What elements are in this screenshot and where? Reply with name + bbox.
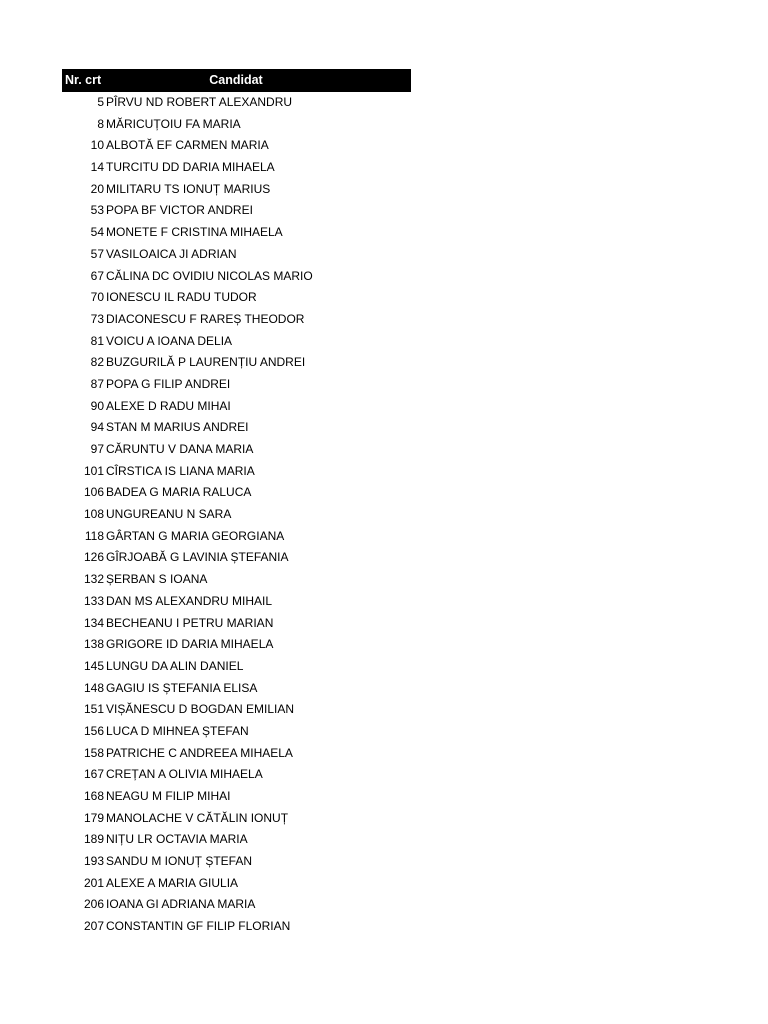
table-row: [62, 851, 411, 873]
candidate-name: CÎRSTICA IS LIANA MARIA: [106, 463, 255, 478]
candidate-name: GÎRJOABĂ G LAVINIA ȘTEFANIA: [106, 550, 289, 565]
row-number: 207: [83, 919, 104, 934]
table-row: [62, 200, 411, 222]
table-row: [62, 135, 411, 157]
row-number: 151: [83, 702, 104, 717]
candidate-name: SANDU M IONUȚ ȘTEFAN: [106, 854, 253, 869]
row-number: 87: [90, 376, 104, 391]
row-number: 148: [83, 680, 104, 695]
row-number: 67: [90, 268, 104, 283]
candidate-name: IONESCU IL RADU TUDOR: [106, 290, 257, 305]
candidate-name: CREȚAN A OLIVIA MIHAELA: [106, 767, 263, 782]
table-row: [62, 916, 411, 938]
row-number: 101: [83, 463, 104, 478]
row-number: 132: [83, 572, 104, 587]
table-row: [62, 526, 411, 548]
candidate-name: MONETE F CRISTINA MIHAELA: [106, 225, 283, 240]
candidate-name: MANOLACHE V CĂTĂLIN IONUȚ: [106, 810, 289, 825]
row-number: 90: [90, 398, 104, 413]
row-number: 179: [83, 810, 104, 825]
candidate-name: VOICU A IOANA DELIA: [106, 333, 233, 348]
table-body: [62, 92, 411, 938]
header-nr-crt: Nr. crt: [65, 73, 102, 87]
table-row: [62, 678, 411, 700]
candidate-name: MILITARU TS IONUȚ MARIUS: [106, 181, 271, 196]
table-row: [62, 309, 411, 331]
candidate-name: BADEA G MARIA RALUCA: [106, 485, 252, 500]
row-number: 167: [83, 767, 104, 782]
table-row: [62, 743, 411, 765]
candidate-name: PÎRVU ND ROBERT ALEXANDRU: [106, 95, 293, 109]
candidate-name: CONSTANTIN GF FILIP FLORIAN: [106, 919, 291, 934]
candidate-name: BUZGURILĂ P LAURENȚIU ANDREI: [106, 355, 306, 370]
candidate-name: MĂRICUȚOIU FA MARIA: [106, 116, 241, 131]
candidate-name: POPA G FILIP ANDREI: [106, 376, 231, 391]
candidate-name: TURCITU DD DARIA MIHAELA: [106, 160, 275, 175]
row-number: 73: [90, 311, 104, 326]
table-row: [62, 92, 411, 114]
candidate-name: CĂLINA DC OVIDIU NICOLAS MARIO: [106, 268, 313, 283]
candidate-name: DIACONESCU F RAREȘ THEODOR: [106, 311, 305, 326]
table-row: [62, 504, 411, 526]
table-row: [62, 222, 411, 244]
row-number: 108: [83, 507, 104, 522]
table-row: [62, 613, 411, 635]
table-row: [62, 829, 411, 851]
table-row: [62, 482, 411, 504]
row-number: 20: [90, 181, 104, 196]
row-number: 82: [90, 355, 104, 370]
candidate-name: ALEXE D RADU MIHAI: [106, 398, 231, 413]
table-header: [62, 69, 411, 92]
table-row: [62, 244, 411, 266]
row-number: 106: [83, 485, 104, 500]
table-row: [62, 287, 411, 309]
candidate-name: UNGUREANU N SARA: [106, 507, 232, 522]
table-row: [62, 569, 411, 591]
row-number: 138: [83, 637, 104, 652]
header-candidat: Candidat: [209, 73, 263, 87]
candidate-name: VIȘĂNESCU D BOGDAN EMILIAN: [106, 702, 295, 717]
row-number: 57: [90, 246, 104, 261]
row-number: 118: [84, 528, 104, 543]
candidate-name: GÂRTAN G MARIA GEORGIANA: [106, 528, 285, 543]
table-row: [62, 461, 411, 483]
candidate-name: LUNGU DA ALIN DANIEL: [106, 658, 244, 673]
candidate-name: NEAGU M FILIP MIHAI: [106, 789, 231, 803]
table-row: [62, 634, 411, 656]
row-number: 5: [97, 95, 104, 109]
candidate-name: LUCA D MIHNEA ȘTEFAN: [106, 723, 249, 738]
table-row: [62, 439, 411, 461]
table-row: [62, 352, 411, 374]
row-number: 134: [83, 615, 104, 630]
table-row: [62, 591, 411, 613]
table-row: [62, 808, 411, 830]
row-number: 158: [83, 745, 104, 760]
row-number: 97: [90, 442, 104, 456]
candidate-name: GRIGORE ID DARIA MIHAELA: [106, 637, 274, 652]
row-number: 94: [90, 420, 104, 435]
candidate-name: ȘERBAN S IOANA: [106, 572, 208, 587]
table-row: [62, 699, 411, 721]
row-number: 168: [83, 789, 104, 803]
table-row: [62, 873, 411, 895]
row-number: 81: [90, 333, 104, 348]
table-row: [62, 547, 411, 569]
table-row: [62, 656, 411, 678]
candidate-name: BECHEANU I PETRU MARIAN: [106, 615, 274, 630]
candidate-name: CĂRUNTU V DANA MARIA: [106, 442, 254, 456]
table-row: [62, 114, 411, 136]
row-number: 156: [83, 723, 104, 738]
table-row: [62, 374, 411, 396]
row-number: 10: [90, 138, 104, 153]
row-number: 193: [83, 854, 104, 869]
row-number: 201: [83, 875, 104, 890]
row-number: 8: [97, 116, 104, 131]
row-number: 70: [90, 290, 104, 305]
table-row: [62, 266, 411, 288]
candidate-name: POPA BF VICTOR ANDREI: [106, 203, 253, 218]
table-row: [62, 417, 411, 439]
table-row: [62, 786, 411, 808]
row-number: 14: [90, 160, 104, 175]
candidate-name: DAN MS ALEXANDRU MIHAIL: [106, 593, 273, 608]
row-number: 133: [83, 593, 104, 608]
candidate-name: GAGIU IS ȘTEFANIA ELISA: [106, 680, 258, 695]
candidate-name: PATRICHE C ANDREEA MIHAELA: [106, 745, 293, 760]
candidate-name: ALBOTĂ EF CARMEN MARIA: [106, 138, 269, 153]
row-number: 54: [90, 225, 104, 240]
table-row: [62, 157, 411, 179]
candidate-name: NIȚU LR OCTAVIA MARIA: [106, 832, 248, 847]
candidate-name: IOANA GI ADRIANA MARIA: [106, 897, 256, 912]
table-row: [62, 894, 411, 916]
row-number: 206: [83, 897, 104, 912]
candidate-name: ALEXE A MARIA GIULIA: [106, 875, 239, 890]
candidate-name: STAN M MARIUS ANDREI: [106, 420, 249, 435]
table-row: [62, 179, 411, 201]
candidate-table: [62, 69, 411, 938]
table-row: [62, 331, 411, 353]
table-row: [62, 764, 411, 786]
row-number: 145: [83, 658, 104, 673]
row-number: 53: [90, 203, 104, 218]
table-row: [62, 396, 411, 418]
row-number: 126: [83, 550, 104, 565]
row-number: 189: [83, 832, 104, 847]
table-row: [62, 721, 411, 743]
candidate-name: VASILOAICA JI ADRIAN: [106, 246, 237, 261]
